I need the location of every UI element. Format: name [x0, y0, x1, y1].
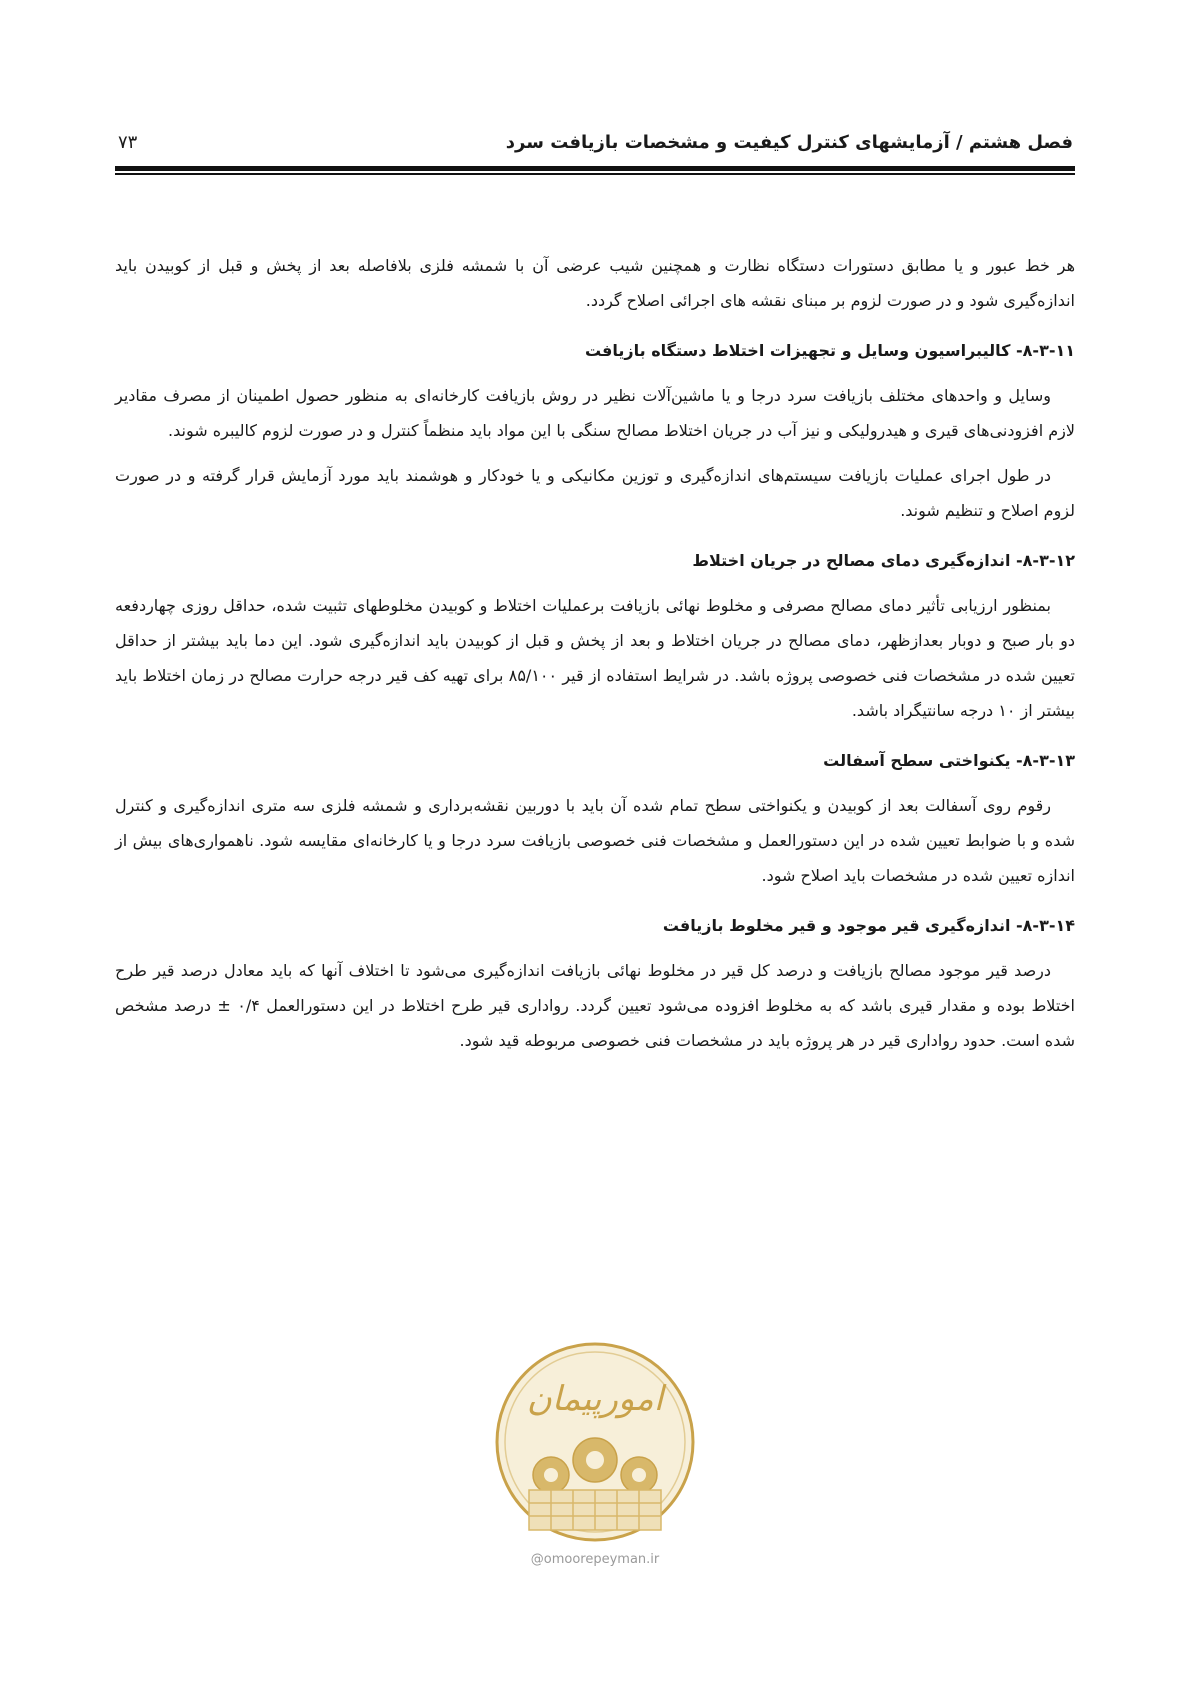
intro-paragraph: هر خط عبور و یا مطابق دستورات دستگاه نظارت و همچنین شیب عرضی آن با شمشه فلزی بلافاصله بعد از پخش و قبل از کوبیدن باید اندازه‌گیری شود و در صورت لزوم بر مبنای نقشه های اجرائی اصلاح گردد.: [115, 256, 1075, 310]
section-heading: ۸-۳-۱۳- یکنواختی سطح آسفالت: [823, 751, 1075, 770]
section-8-3-12: [115, 546, 1075, 728]
section-heading: ۸-۳-۱۲- اندازه‌گیری دمای مصالح در جریان اختلاط: [692, 551, 1075, 570]
section-heading: ۸-۳-۱۴- اندازه‌گیری قیر موجود و قیر مخلوط بازیافت: [662, 916, 1075, 935]
website-footer: @omoorepeyman.ir: [530, 1552, 660, 1567]
section-paragraph: وسایل و واحدهای مختلف بازیافت سرد درجا و یا ماشین‌آلات نظیر در روش بازیافت کارخانه‌ای به منظور حصول اطمینان از مصرف مقادیر لازم افزودنی‌های قیری و هیدرولیکی و نیز آب در جریان اختلاط مصالح سنگی با این مواد باید منظماً کنترل و در صورت لزوم کالیبره شوند.: [115, 386, 1075, 440]
logo-emblem-icon: [489, 1340, 701, 1545]
page-content: [115, 248, 1075, 1068]
page-number: ۷۳: [118, 131, 138, 153]
section-8-3-14: [115, 911, 1075, 1058]
section-heading: ۸-۳-۱۱- کالیبراسیون وسایل و تجهیزات اختلاط دستگاه بازیافت: [584, 341, 1075, 360]
watermark-logo: [489, 1340, 701, 1545]
page-header: [118, 130, 1073, 154]
section-paragraph: بمنظور ارزیابی تأثیر دمای مصالح مصرفی و مخلوط نهائی بازیافت برعملیات اختلاط و کوبیدن مخلوطهای تثبیت شده، حداقل روزی چهاردفعه دو بار صبح و دوبار بعدازظهر، دمای مصالح در جریان اختلاط و بعد از پخش و قبل از کوبیدن باید اندازه‌گیری شود. این دما باید بیشتر از حداقل تعیین شده در مشخصات فنی خصوصی پروژه باشد. در شرایط استفاده از قیر ۸۵/۱۰۰ برای تهیه کف قیر درجه حرارت مصالح در زمان اختلاط باید بیشتر از ۱۰ درجه سانتیگراد باشد.: [115, 596, 1075, 720]
header-rule-thick: [115, 166, 1075, 171]
chapter-title: فصل هشتم / آزمایشهای کنترل کیفیت و مشخصات بازیافت سرد: [505, 131, 1073, 153]
section-8-3-11: [115, 336, 1075, 528]
section-paragraph: در طول اجرای عملیات بازیافت سیستم‌های اندازه‌گیری و توزین مکانیکی و یا خودکار و هوشمند باید مورد آزمایش قرار گرفته و در صورت لزوم اصلاح و تنظیم شوند.: [115, 466, 1075, 520]
section-8-3-13: [115, 746, 1075, 893]
svg-text:امورپیمان: امورپیمان: [526, 1379, 664, 1419]
section-paragraph: درصد قیر موجود مصالح بازیافت و درصد کل قیر در مخلوط نهائی بازیافت اندازه‌گیری می‌شود تا اختلاف آنها که باید معادل درصد قیر طرح اختلاط بوده و مقدار قیری باشد که به مخلوط افزوده می‌شود تعیین گردد. رواداری قیر طرح اختلاط در این دستورالعمل ۰/۴ ± درصد مشخص شده است. حدود رواداری قیر در هر پروژه باید در مشخصات فنی خصوصی مربوطه قید شود.: [115, 961, 1075, 1050]
section-paragraph: رقوم روی آسفالت بعد از کوبیدن و یکنواختی سطح تمام شده آن باید با دوربین نقشه‌برداری و شمشه فلزی سه متری اندازه‌گیری و کنترل شده و با ضوابط تعیین شده در این دستورالعمل و مشخصات فنی خصوصی بازیافت سرد درجا و یا کارخانه‌ای مقایسه شود. ناهمواری‌های بیش از اندازه تعیین شده در مشخصات باید اصلاح شود.: [115, 796, 1075, 885]
header-rule-thin: [115, 173, 1075, 175]
